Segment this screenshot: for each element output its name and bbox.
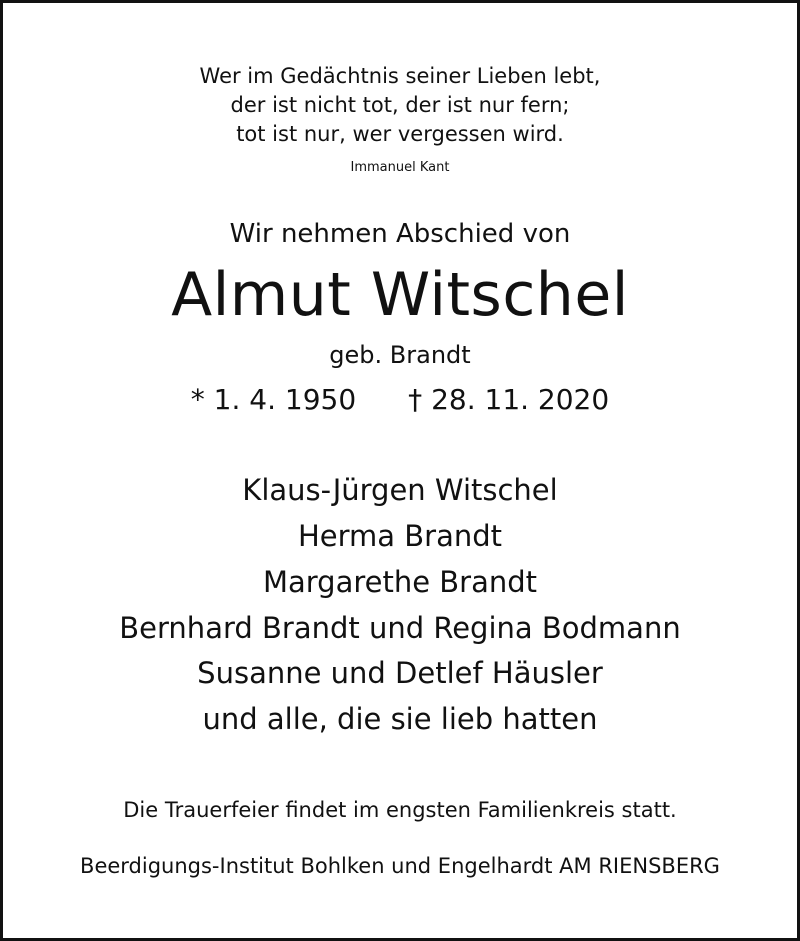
mourner-5: Susanne und Detlef Häusler [197,656,603,690]
funeral-home: Beerdigungs-Institut Bohlken und Engelhardt AM RIENSBERG [80,854,720,878]
deceased-name: Almut Witschel [171,260,629,330]
quote-line-2: der ist nicht tot, der ist nur fern; [230,93,570,117]
mourner-2: Herma Brandt [297,519,503,553]
death-date: † 28. 11. 2020 [408,383,610,416]
life-dates [3,383,797,416]
mourner-1: Klaus-Jürgen Witschel [242,473,558,507]
birth-date: * 1. 4. 1950 [190,383,357,416]
birth-name: geb. Brandt [329,341,471,369]
mourner-6: und alle, die sie lieb hatten [202,702,598,736]
ceremony-note: Die Trauerfeier findet im engsten Familienkreis statt. [123,798,677,822]
mourner-4: Bernhard Brandt und Regina Bodmann [119,611,681,645]
quote-line-1: Wer im Gedächtnis seiner Lieben lebt, [199,64,601,88]
mourner-3: Margarethe Brandt [262,565,538,599]
farewell-intro: Wir nehmen Abschied von [229,219,571,249]
quote-author: Immanuel Kant [350,160,450,175]
quote-line-3: tot ist nur, wer vergessen wird. [236,122,564,146]
